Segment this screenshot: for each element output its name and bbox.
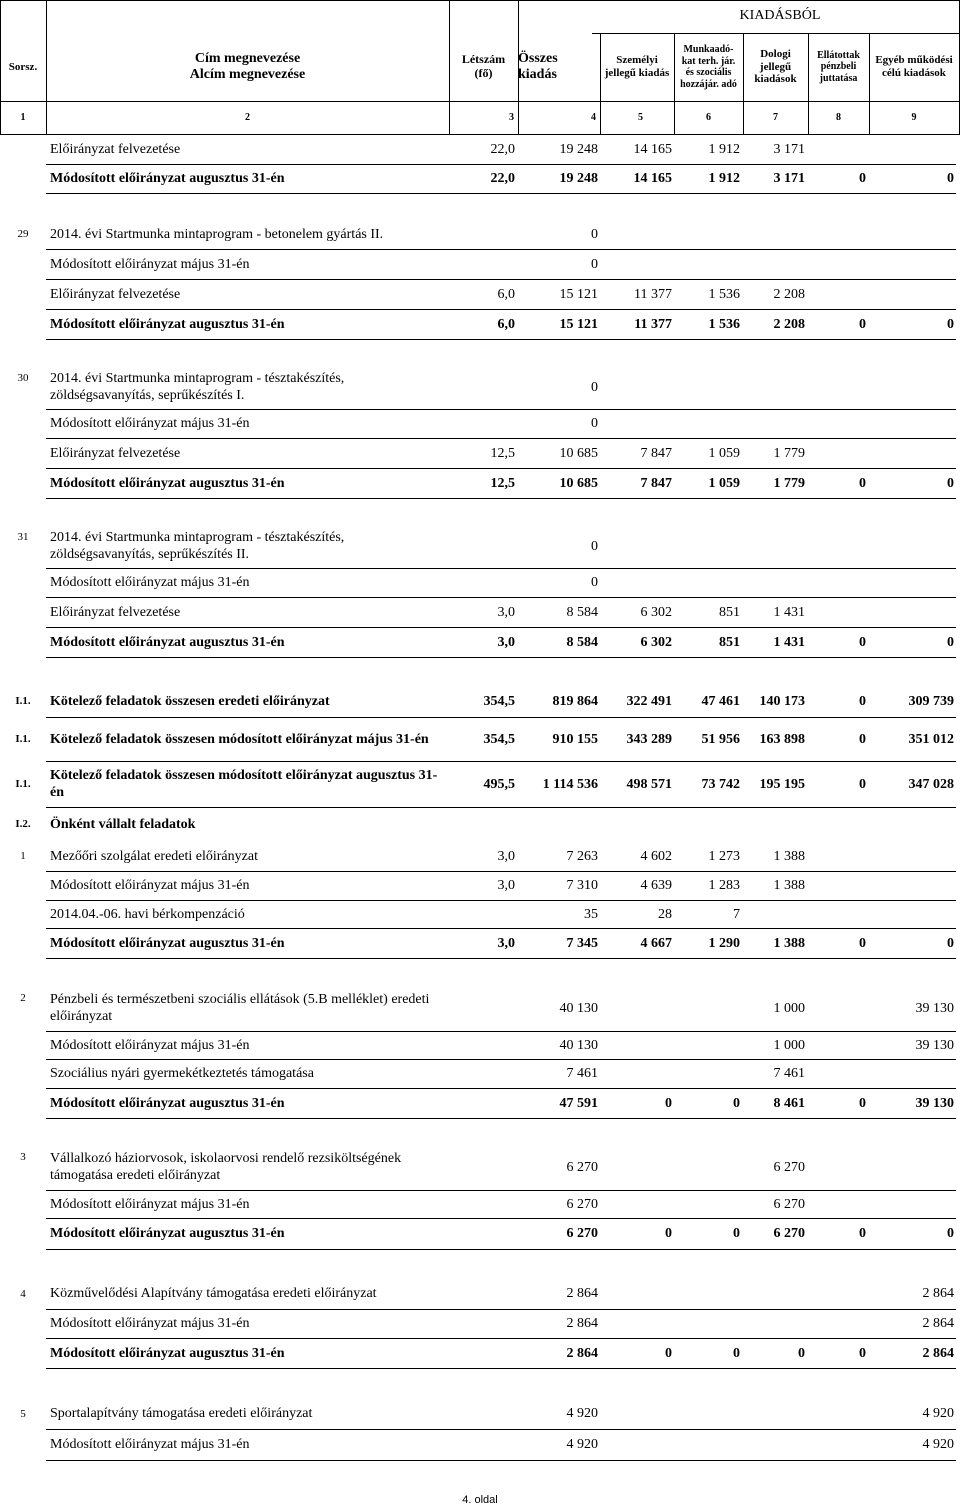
dologi-value: 6 270	[773, 1159, 805, 1175]
egyeb-value: 2 864	[922, 1286, 954, 1302]
row-label: Előirányzat felvezetése	[50, 286, 181, 302]
row-label: Módosított előirányzat augusztus 31-én	[50, 475, 285, 491]
osszes-kiadas-value: 0	[591, 416, 598, 432]
row-sorsz: 5	[20, 1407, 26, 1420]
dologi-value: 1 779	[773, 445, 805, 461]
osszes-kiadas-value: 6 270	[566, 1196, 598, 1212]
kiadas-label: kiadás	[518, 67, 557, 82]
osszes-label: Összes	[518, 50, 558, 66]
spacer-row	[0, 959, 960, 986]
letszam-value: 354,5	[483, 693, 515, 709]
table-header	[0, 0, 960, 135]
letszam-value: 3,0	[497, 604, 515, 620]
letszam-value: 12,5	[490, 475, 515, 491]
spacer-row	[0, 194, 960, 220]
szemelyi-value: 14 165	[633, 142, 672, 158]
szemelyi-value: 7 847	[640, 445, 672, 461]
table-row	[0, 366, 960, 410]
row-label: Kötelező feladatok összesen módosított előirányzat augusztus 31-én	[50, 768, 438, 800]
table-row	[0, 220, 960, 250]
dologi-value: 1 431	[773, 634, 805, 650]
row-label: Szociálius nyári gyermekétkeztetés támogatása	[50, 1066, 314, 1082]
row-sorsz: 2	[20, 992, 26, 1004]
budget-table	[0, 136, 960, 1461]
dologi-label-3: kiadások	[754, 73, 797, 86]
osszes-kiadas-value: 47 591	[559, 1095, 598, 1111]
table-row	[0, 842, 960, 872]
osszes-kiadas-value: 40 130	[559, 1000, 598, 1016]
munkaado-value: 1 059	[708, 475, 740, 491]
letszam-label: Létszám	[461, 52, 506, 67]
row-label: Módosított előirányzat augusztus 31-én	[50, 316, 285, 332]
szemelyi-value: 11 377	[634, 316, 672, 332]
munkaado-value: 73 742	[701, 776, 740, 792]
osszes-kiadas-value: 4 920	[566, 1406, 598, 1422]
table-row	[0, 136, 960, 165]
table-row	[0, 1219, 960, 1250]
table-row	[0, 808, 960, 842]
szemelyi-value: 343 289	[626, 731, 672, 747]
munkaado-value: 851	[719, 604, 740, 620]
fo-label: (fő)	[474, 66, 493, 80]
ellatottak-value: 0	[859, 171, 866, 187]
colnum: 5	[638, 111, 643, 123]
osszes-kiadas-value: 0	[591, 575, 598, 591]
munkaado-value: 1 912	[708, 142, 740, 158]
ellatottak-value: 0	[859, 776, 866, 792]
ellatottak-label-1: Ellátottak	[817, 49, 860, 61]
table-row	[0, 1191, 960, 1219]
ellatottak-label-3: juttatása	[819, 72, 858, 84]
dologi-label-1: Dologi	[760, 48, 791, 61]
row-label: Közművelődési Alapítvány támogatása eredeti előirányzat	[50, 1286, 377, 1302]
dologi-value: 195 195	[759, 776, 805, 792]
osszes-kiadas-value: 10 685	[559, 445, 598, 461]
dologi-value: 1 388	[773, 935, 805, 951]
letszam-value: 6,0	[497, 286, 515, 302]
row-sorsz: 30	[17, 372, 29, 384]
row-sorsz: I.2.	[15, 818, 31, 831]
dologi-value: 6 270	[773, 1226, 805, 1242]
szemelyi-value: 322 491	[626, 693, 672, 709]
letszam-value: 12,5	[490, 445, 515, 461]
dologi-label-2: jellegű	[759, 60, 792, 73]
letszam-value: 3,0	[497, 935, 515, 951]
egyeb-value: 39 130	[915, 1037, 954, 1053]
row-divider	[46, 1460, 956, 1461]
colnum: 3	[509, 111, 514, 123]
egyeb-label-2: célú kiadások	[882, 67, 946, 79]
munkaado-value: 1 283	[708, 878, 740, 894]
osszes-kiadas-value: 2 864	[566, 1345, 598, 1361]
munkaado-value: 0	[733, 1226, 740, 1242]
osszes-kiadas-value: 15 121	[559, 286, 598, 302]
row-label: Módosított előirányzat május 31-én	[50, 256, 250, 272]
dologi-value: 3 171	[773, 142, 805, 158]
osszes-kiadas-value: 6 270	[566, 1226, 598, 1242]
munkaado-label-1: Munkaadó-	[683, 44, 734, 55]
munkaado-value: 51 956	[701, 731, 740, 747]
osszes-kiadas-value: 2 864	[566, 1286, 598, 1302]
munkaado-value: 7	[733, 906, 740, 922]
row-label: Módosított előirányzat május 31-én	[50, 1196, 250, 1212]
letszam-value: 22,0	[490, 142, 515, 158]
table-row	[0, 762, 960, 808]
egyeb-value: 0	[947, 935, 954, 951]
ellatottak-label-2: pénzbeli	[820, 61, 857, 73]
table-row	[0, 569, 960, 598]
munkaado-value: 1 290	[708, 935, 740, 951]
osszes-kiadas-header	[518, 33, 600, 101]
table-row	[0, 410, 960, 439]
munkaado-value: 1 536	[708, 316, 740, 332]
osszes-kiadas-value: 0	[591, 538, 598, 554]
osszes-kiadas-value: 2 864	[566, 1316, 598, 1332]
szemelyi-value: 4 667	[640, 935, 672, 951]
egyeb-value: 2 864	[922, 1316, 954, 1332]
letszam-value: 3,0	[497, 878, 515, 894]
table-row	[0, 1399, 960, 1430]
munkaado-value: 1 059	[708, 445, 740, 461]
munkaado-value: 0	[733, 1095, 740, 1111]
szemelyi-value: 0	[665, 1095, 672, 1111]
osszes-kiadas-value: 1 114 536	[542, 776, 598, 792]
row-label: Módosított előirányzat május 31-én	[50, 878, 250, 894]
letszam-value: 6,0	[497, 316, 515, 332]
munkaado-value: 1 912	[708, 171, 740, 187]
szemelyi-value: 0	[665, 1226, 672, 1242]
osszes-kiadas-value: 19 248	[559, 171, 598, 187]
ellatottak-value: 0	[859, 1345, 866, 1361]
ellatottak-value: 0	[859, 634, 866, 650]
sorsz-header: Sorsz.	[8, 60, 38, 73]
table-row	[0, 872, 960, 901]
letszam-value: 22,0	[490, 171, 515, 187]
munkaado-header	[674, 33, 743, 101]
dologi-header	[743, 33, 808, 101]
dologi-value: 163 898	[759, 731, 805, 747]
letszam-value: 354,5	[483, 731, 515, 747]
munkaado-value: 851	[719, 634, 740, 650]
row-label: Pénzbeli és természetbeni szociális ellátások (5.B melléklet) eredeti előirányzat	[50, 992, 430, 1024]
osszes-kiadas-value: 40 130	[559, 1037, 598, 1053]
header-bottom-border	[0, 134, 960, 135]
colnum: 4	[591, 111, 596, 123]
dologi-value: 1 388	[773, 878, 805, 894]
table-row	[0, 686, 960, 718]
osszes-kiadas-value: 7 263	[566, 848, 598, 864]
dologi-value: 1 388	[773, 848, 805, 864]
osszes-kiadas-value: 0	[591, 256, 598, 272]
row-label: Előirányzat felvezetése	[50, 445, 181, 461]
egyeb-value: 39 130	[915, 1000, 954, 1016]
dologi-value: 3 171	[773, 171, 805, 187]
dologi-value: 8 461	[773, 1095, 805, 1111]
row-label: Módosított előirányzat augusztus 31-én	[50, 171, 285, 187]
munkaado-label-3: és szociális	[685, 67, 732, 78]
osszes-kiadas-value: 0	[591, 379, 598, 395]
szemelyi-label: Személyi	[616, 54, 658, 67]
row-sorsz: I.1.	[15, 778, 31, 791]
colnum: 8	[836, 111, 841, 123]
row-label: 2014.04.-06. havi bérkompenzáció	[50, 906, 245, 922]
osszes-kiadas-value: 35	[584, 906, 598, 922]
row-label: Módosított előirányzat május 31-én	[50, 1437, 250, 1453]
szemelyi-header	[600, 33, 674, 101]
munkaado-value: 47 461	[701, 693, 740, 709]
dologi-value: 2 208	[773, 286, 805, 302]
row-label: 2014. évi Startmunka mintaprogram - betonelem gyártás II.	[50, 226, 384, 242]
colnum: 9	[911, 111, 917, 123]
ellatottak-value: 0	[859, 935, 866, 951]
table-row	[0, 1145, 960, 1191]
table-row	[0, 280, 960, 310]
table-row	[0, 1279, 960, 1310]
munkaado-value: 1 273	[708, 848, 740, 864]
szemelyi-value: 4 639	[640, 878, 672, 894]
dologi-value: 140 173	[759, 693, 805, 709]
egyeb-value: 0	[947, 634, 954, 650]
table-row	[0, 165, 960, 194]
row-sorsz: I.1.	[15, 695, 31, 708]
szemelyi-label-2: jellegű kiadás	[604, 67, 670, 79]
munkaado-value: 1 536	[708, 286, 740, 302]
row-label: Módosított előirányzat augusztus 31-én	[50, 1095, 285, 1111]
alcim-label: Alcím megnevezése	[189, 67, 306, 82]
row-label: Kötelező feladatok összesen módosított előirányzat május 31-én	[50, 731, 429, 747]
table-row	[0, 628, 960, 658]
dologi-value: 6 270	[773, 1196, 805, 1212]
row-sorsz: 3	[20, 1151, 26, 1163]
row-label: Sportalapítvány támogatása eredeti előirányzat	[50, 1406, 313, 1422]
row-label: Módosított előirányzat augusztus 31-én	[50, 634, 285, 650]
dologi-value: 1 000	[773, 1037, 805, 1053]
spacer-row	[0, 340, 960, 366]
row-sorsz: 1	[20, 850, 26, 863]
egyeb-value: 0	[947, 475, 954, 491]
egyeb-value: 347 028	[908, 776, 954, 792]
row-label: Módosított előirányzat augusztus 31-én	[50, 1226, 285, 1242]
munkaado-value: 0	[733, 1345, 740, 1361]
szemelyi-value: 4 602	[640, 848, 672, 864]
munkaado-label-2: kat terh. jár.	[681, 55, 736, 67]
row-sorsz: I.1.	[15, 733, 31, 746]
ellatottak-value: 0	[859, 316, 866, 332]
dologi-value: 1 431	[773, 604, 805, 620]
egyeb-value: 4 920	[922, 1406, 954, 1422]
row-label: Módosított előirányzat augusztus 31-én	[50, 935, 285, 951]
table-row	[0, 718, 960, 762]
spacer-row	[0, 1119, 960, 1145]
colnum: 1	[20, 111, 26, 123]
table-row	[0, 525, 960, 569]
letszam-value: 495,5	[483, 776, 515, 792]
dologi-value: 1 000	[773, 1000, 805, 1016]
osszes-kiadas-value: 910 155	[552, 731, 598, 747]
szemelyi-value: 0	[665, 1345, 672, 1361]
spacer-row	[0, 658, 960, 686]
egyeb-value: 4 920	[922, 1437, 954, 1453]
szemelyi-value: 6 302	[640, 634, 672, 650]
row-label: Módosított előirányzat május 31-én	[50, 416, 250, 432]
szemelyi-value: 11 377	[634, 286, 672, 302]
szemelyi-value: 14 165	[633, 171, 672, 187]
row-label: Módosított előirányzat augusztus 31-én	[50, 1345, 285, 1361]
osszes-kiadas-value: 7 461	[566, 1066, 598, 1082]
colnum: 7	[773, 111, 778, 123]
table-row	[0, 250, 960, 280]
table-row	[0, 1339, 960, 1369]
page-number: 4. oldal	[462, 1494, 498, 1506]
letszam-value: 3,0	[497, 848, 515, 864]
row-sorsz: 4	[20, 1287, 26, 1300]
egyeb-value: 0	[947, 1226, 954, 1242]
table-row	[0, 598, 960, 628]
colnum: 6	[706, 111, 711, 123]
row-label: Mezőőri szolgálat eredeti előirányzat	[50, 848, 258, 864]
egyeb-value: 39 130	[915, 1095, 954, 1111]
egyeb-header	[869, 33, 959, 101]
row-label: 2014. évi Startmunka mintaprogram - tésztakészítés, zöldségsavanyítás, seprűkészítés II.	[50, 530, 345, 562]
table-row	[0, 1032, 960, 1060]
osszes-kiadas-value: 819 864	[552, 693, 598, 709]
egyeb-value: 309 739	[908, 693, 954, 709]
egyeb-value: 0	[947, 171, 954, 187]
osszes-kiadas-value: 8 584	[566, 604, 598, 620]
cim-header	[46, 33, 449, 101]
spacer-row	[0, 1369, 960, 1399]
row-label: Előirányzat felvezetése	[50, 142, 181, 158]
letszam-value: 3,0	[497, 634, 515, 650]
dologi-value: 7 461	[773, 1066, 805, 1082]
colnum: 2	[245, 111, 250, 123]
dologi-value: 0	[798, 1345, 805, 1361]
ellatottak-value: 0	[859, 475, 866, 491]
egyeb-value: 0	[947, 316, 954, 332]
egyeb-value: 2 864	[922, 1345, 954, 1361]
row-label: Módosított előirányzat május 31-én	[50, 1316, 250, 1332]
egyeb-value: 351 012	[908, 731, 954, 747]
spacer-row	[0, 1250, 960, 1279]
munkaado-label-4: hozzájár. adó	[680, 78, 737, 90]
egyeb-label-1: Egyéb működési	[875, 54, 953, 67]
spacer-row	[0, 499, 960, 525]
szemelyi-value: 7 847	[640, 475, 672, 491]
row-label: Önként vállalt feladatok	[50, 816, 196, 832]
ellatottak-value: 0	[859, 1095, 866, 1111]
dologi-value: 1 779	[773, 475, 805, 491]
table-row	[0, 1310, 960, 1339]
table-row	[0, 1089, 960, 1119]
ellatottak-value: 0	[859, 731, 866, 747]
osszes-kiadas-value: 7 310	[566, 878, 598, 894]
row-label: 2014. évi Startmunka mintaprogram - tésztakészítés, zöldségsavanyítás, seprűkészítés I.	[50, 371, 345, 403]
row-label: Kötelező feladatok összesen eredeti előirányzat	[50, 693, 330, 709]
osszes-kiadas-value: 8 584	[566, 634, 598, 650]
osszes-kiadas-value: 10 685	[559, 475, 598, 491]
row-label: Módosított előirányzat május 31-én	[50, 575, 250, 591]
osszes-kiadas-value: 6 270	[566, 1159, 598, 1175]
row-label: Előirányzat felvezetése	[50, 604, 181, 620]
table-row	[0, 1430, 960, 1461]
osszes-kiadas-value: 0	[591, 226, 598, 242]
szemelyi-value: 28	[658, 906, 672, 922]
table-row	[0, 1060, 960, 1089]
table-row	[0, 901, 960, 929]
row-sorsz: 29	[17, 228, 29, 241]
szemelyi-value: 498 571	[626, 776, 672, 792]
ellatottak-header	[808, 33, 869, 101]
osszes-kiadas-value: 19 248	[559, 142, 598, 158]
table-row	[0, 310, 960, 340]
row-sorsz: 31	[17, 531, 29, 543]
dologi-value: 2 208	[773, 316, 805, 332]
table-row	[0, 469, 960, 499]
table-row	[0, 986, 960, 1032]
table-row	[0, 929, 960, 959]
ellatottak-value: 0	[859, 693, 866, 709]
table-row	[0, 439, 960, 469]
osszes-kiadas-value: 15 121	[559, 316, 598, 332]
row-label: Vállalkozó háziorvosok, iskolaorvosi rendelő rezsiköltségének támogatása eredeti előirányzat	[50, 1151, 402, 1183]
osszes-kiadas-value: 4 920	[566, 1437, 598, 1453]
row-label: Módosított előirányzat május 31-én	[50, 1037, 250, 1053]
ellatottak-value: 0	[859, 1226, 866, 1242]
szemelyi-value: 6 302	[640, 604, 672, 620]
kiadasbol-title: KIADÁSBÓL	[739, 8, 821, 24]
cim-label: Cím megnevezése	[194, 50, 301, 66]
osszes-kiadas-value: 7 345	[566, 935, 598, 951]
letszam-header	[449, 33, 518, 101]
